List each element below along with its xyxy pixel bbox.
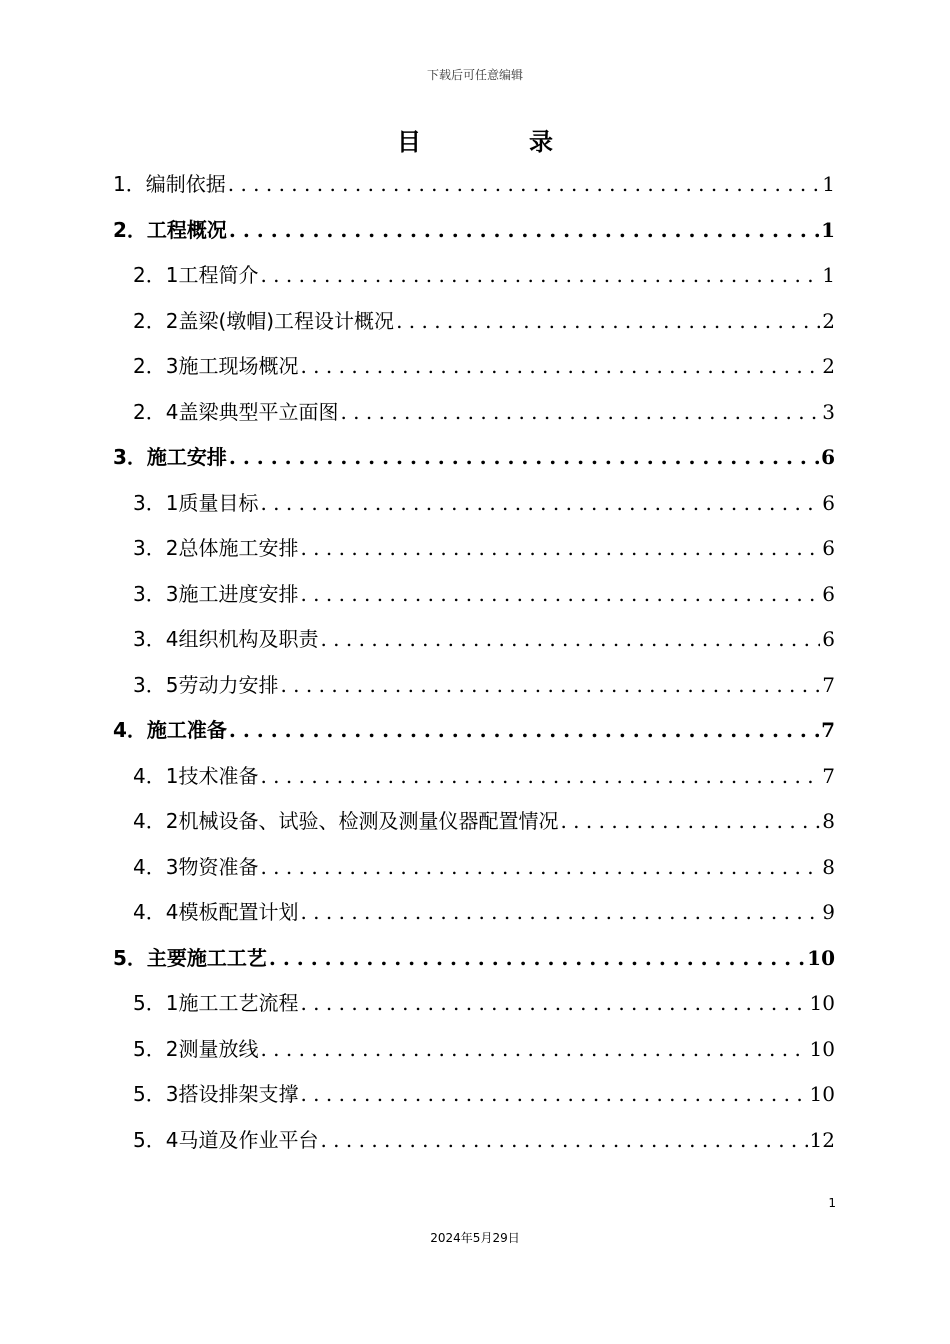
toc-entry-label: 3．1质量目标	[133, 490, 259, 515]
toc-leader-dots	[320, 1120, 807, 1160]
toc-entry-page: 2	[822, 308, 835, 333]
toc-entry-page: 1	[822, 263, 835, 287]
toc-leader-dots	[300, 983, 807, 1023]
toc-leader-dots	[320, 619, 820, 659]
toc-title	[0, 122, 950, 157]
toc-entry-page: 6	[822, 536, 835, 560]
toc-leader-dots	[396, 301, 820, 341]
toc-leader-dots	[260, 1029, 807, 1069]
toc-entry-page: 3	[822, 399, 835, 424]
toc-leader-dots	[229, 210, 819, 250]
toc-entry-page: 8	[822, 809, 835, 833]
toc-entry-page: 2	[822, 354, 835, 378]
toc-leader-dots	[229, 710, 819, 750]
toc-entry-label: 4．1技术准备	[133, 763, 259, 788]
toc-entry-label: 2．1工程简介	[133, 263, 259, 287]
toc-entry[interactable]	[133, 847, 835, 887]
toc-entry-label: 2．4盖梁典型平立面图	[133, 399, 339, 424]
toc-entry-label: 3．2总体施工安排	[133, 536, 299, 560]
toc-entry[interactable]	[133, 619, 835, 659]
toc-entry-label: 2．3施工现场概况	[133, 354, 299, 378]
toc-leader-dots	[300, 892, 820, 932]
toc-entry[interactable]	[133, 665, 835, 705]
toc-entry-page: 8	[822, 854, 835, 879]
toc-leader-dots	[269, 938, 805, 978]
toc-title-left: 目	[397, 128, 421, 156]
toc-entry-page: 6	[822, 581, 835, 606]
toc-title-right: 录	[529, 128, 553, 156]
toc-entry[interactable]	[113, 938, 835, 978]
toc-leader-dots	[340, 392, 820, 432]
toc-entry[interactable]	[133, 892, 835, 932]
toc-entry[interactable]	[133, 255, 835, 295]
toc-entry-page: 10	[809, 991, 835, 1015]
toc-entry-page: 1	[822, 172, 835, 196]
toc-entry[interactable]	[133, 301, 835, 341]
toc-entry-page: 7	[822, 672, 835, 697]
toc-entry[interactable]	[113, 210, 835, 250]
toc-leader-dots	[280, 665, 820, 705]
toc-entry-label: 3．施工安排	[113, 445, 227, 469]
toc-entry-label: 5．1施工工艺流程	[133, 991, 299, 1015]
toc-leader-dots	[300, 528, 820, 568]
toc-entry-label: 4．施工准备	[113, 718, 227, 742]
toc-leader-dots	[560, 801, 820, 841]
toc-entry[interactable]	[133, 1074, 835, 1114]
toc-entry-page: 12	[809, 1127, 835, 1152]
toc-entry[interactable]	[133, 1120, 835, 1160]
toc-entry-label: 4．4模板配置计划	[133, 900, 299, 924]
toc-entry-label: 1．编制依据	[113, 172, 226, 196]
toc-entry[interactable]	[133, 756, 835, 796]
toc-leader-dots	[300, 1074, 807, 1114]
toc-entry[interactable]	[133, 392, 835, 432]
toc-entry-page: 10	[809, 1082, 835, 1106]
page-number: 1	[828, 1196, 836, 1210]
toc-entry-label: 5．2测量放线	[133, 1036, 259, 1061]
toc-entry[interactable]	[133, 483, 835, 523]
toc-leader-dots	[260, 483, 820, 523]
toc-entry-label: 5．3搭设排架支撑	[133, 1082, 299, 1106]
toc-leader-dots	[260, 756, 820, 796]
toc-entry-page: 10	[809, 1036, 835, 1061]
toc-entry[interactable]	[133, 801, 835, 841]
toc-entry-label: 4．3物资准备	[133, 854, 259, 879]
toc-entry-label: 5．4马道及作业平台	[133, 1127, 319, 1152]
toc-leader-dots	[300, 346, 820, 386]
footer-date: 2024年5月29日	[430, 1231, 520, 1245]
toc-entry-label: 5．主要施工工艺	[113, 945, 267, 970]
toc-entry[interactable]	[113, 710, 835, 750]
toc-leader-dots	[228, 164, 821, 204]
toc-entry-page: 6	[821, 445, 835, 469]
toc-entry[interactable]	[113, 437, 835, 477]
toc-entry-label: 4．2机械设备、试验、检测及测量仪器配置情况	[133, 809, 559, 833]
toc-entry[interactable]	[133, 983, 835, 1023]
toc-entry[interactable]	[113, 164, 835, 204]
toc-entry-label: 3．4组织机构及职责	[133, 627, 319, 651]
header-note: 下载后可任意编辑	[426, 68, 523, 82]
toc-entry[interactable]	[133, 528, 835, 568]
toc-entry-label: 2．工程概况	[113, 217, 227, 242]
toc-entry-page: 6	[822, 627, 835, 651]
toc-entry-label: 3．3施工进度安排	[133, 581, 299, 606]
toc-entry-page: 1	[821, 217, 835, 242]
toc-entry-page: 10	[807, 945, 835, 970]
toc-entry-page: 7	[822, 763, 835, 788]
toc-entry-label: 3．5劳动力安排	[133, 672, 279, 697]
toc-entry-page: 6	[822, 490, 835, 515]
toc-entry[interactable]	[133, 1029, 835, 1069]
toc-leader-dots	[260, 847, 820, 887]
toc-entry-label: 2．2盖梁(墩帽)工程设计概况	[133, 308, 395, 333]
toc-entry-page: 7	[821, 718, 835, 742]
toc-leader-dots	[260, 255, 820, 295]
toc-entry[interactable]	[133, 574, 835, 614]
toc-entry-page: 9	[822, 900, 835, 924]
toc-leader-dots	[300, 574, 820, 614]
toc-entry[interactable]	[133, 346, 835, 386]
toc-leader-dots	[229, 437, 819, 477]
